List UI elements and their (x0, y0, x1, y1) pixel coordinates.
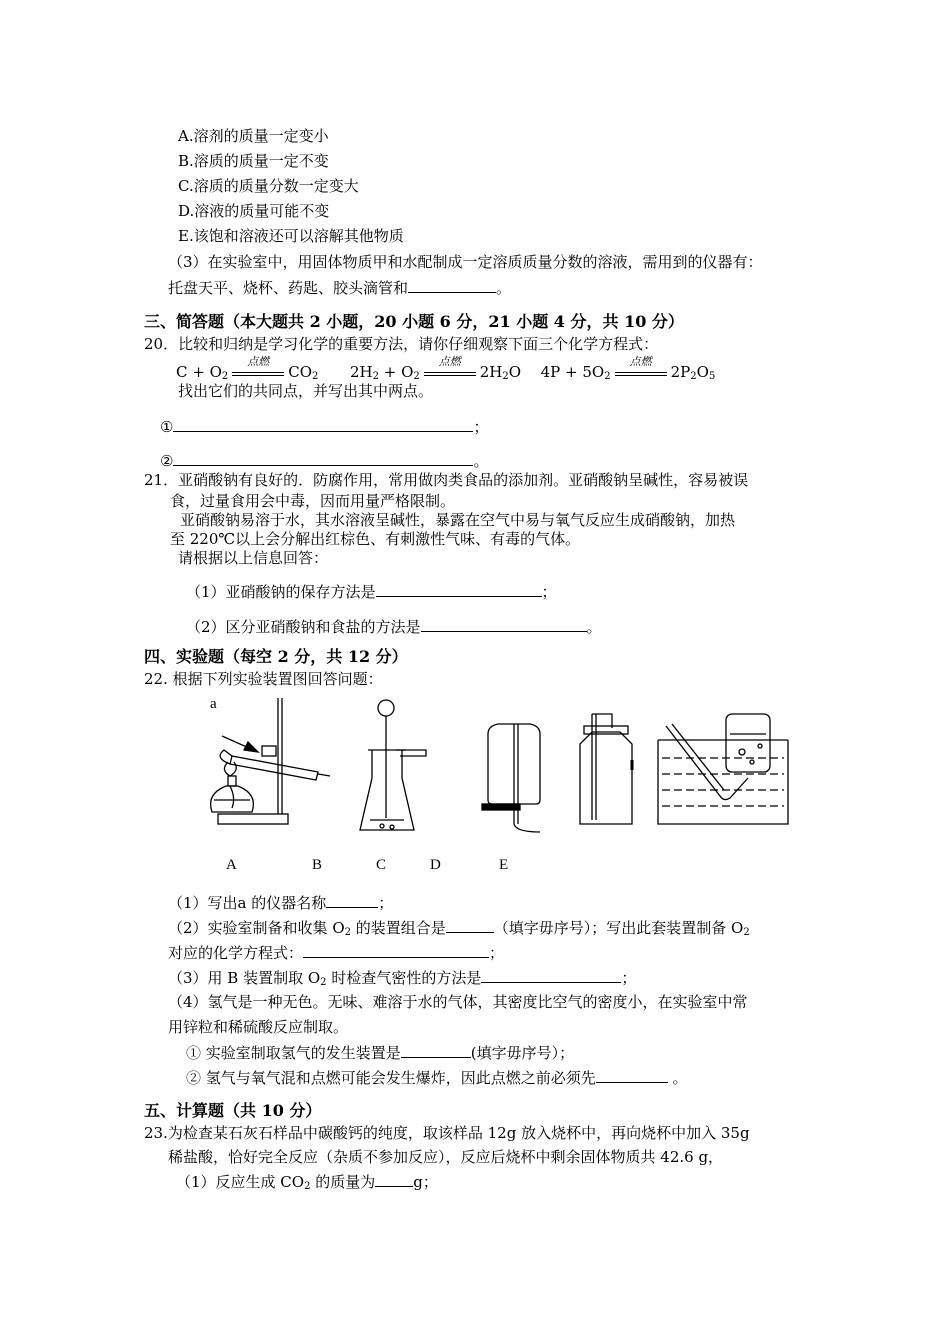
reaction-arrow: 点燃 (615, 364, 667, 382)
q22-p2: （2）实验室制备和收集 $O_2$ 的装置组合是 （填字毋序号）；写出此套装置制备 $O_2$ (168, 919, 750, 938)
section-4-heading: 四、实验题（每空 2 分，共 12 分） (144, 647, 408, 666)
answer-blank[interactable] (446, 917, 494, 933)
apparatus-d (580, 714, 632, 824)
answer-blank[interactable] (173, 416, 473, 432)
section-5-heading: 五、计算题（共 10 分） (144, 1101, 322, 1120)
label-apparatus-b: B (312, 857, 323, 873)
q22-p4-line2: 用锌粒和稀硫酸反应制取。 (168, 1018, 349, 1036)
label-a: a (210, 696, 217, 712)
q19-3-line2: 托盘天平、烧杯、药匙、胶头滴管和 。 (168, 279, 512, 297)
answer-blank[interactable] (173, 450, 473, 466)
section-3-heading: 三、简答题（本大题共 2 小题，20 小题 6 分，21 小题 4 分，共 10 分） (144, 312, 684, 331)
answer-blank[interactable] (401, 1042, 471, 1058)
q22-p4-item2: ② 氢气与氧气混和点燃可能会发生爆炸，因此点燃之前必须先 。 (186, 1069, 688, 1087)
label-apparatus-e: E (499, 857, 509, 873)
q21-line5: 请根据以上信息回答： (178, 549, 329, 567)
q22-p4-item1: ① 实验室制取氢气的发生装置是 (填字毋序号）； (186, 1044, 575, 1062)
answer-blank[interactable] (375, 1171, 413, 1187)
q20-ask: 找出它们的共同点，并写出其中两点。 (178, 382, 434, 400)
reaction-arrow: 点燃 (424, 364, 476, 382)
q19-3-line1: （3）在实验室中，用固体物质甲和水配制成一定溶质质量分数的溶液，需用到的仪器有： (168, 253, 763, 271)
q21-line3: 亚硝酸钠易溶于水，其水溶液呈碱性，暴露在空气中易与氧气反应生成硝酸钠，加热 (180, 511, 736, 529)
q23-sub1: （1）反应生成 $CO_2$ 的质量为 g； (176, 1173, 438, 1192)
label-apparatus-c: C (376, 857, 387, 873)
q21-line4: 至 220℃以上会分解出红棕色、有刺激性气味、有毒的气体。 (170, 530, 581, 548)
q20-answer-2: ② 。 (160, 452, 489, 470)
answer-blank[interactable] (481, 967, 621, 983)
apparatus-c (482, 724, 540, 832)
q23-line2: 稀盐酸，恰好完全反应（杂质不参加反应），反应后烧杯中剩余固体物质共 42.6 g， (168, 1148, 724, 1166)
q22-intro: 22. 根据下列实验装置图回答问题： (144, 670, 383, 688)
q21-line2: 食，过量食用会中毒，因而用量严格限制。 (170, 492, 456, 510)
apparatus-a (211, 698, 330, 824)
q21-sub1: （1）亚硝酸钠的保存方法是 ； (186, 583, 557, 601)
q23-line1: 23.为检查某石灰石样品中碳酸钙的纯度，取该样品 12g 放入烧杯中，再向烧杯中加入 35g (144, 1124, 750, 1142)
answer-blank[interactable] (596, 1067, 668, 1083)
answer-blank[interactable] (303, 942, 489, 958)
option-a: A.溶剂的质量一定变小 (178, 127, 329, 145)
q20-equations: $C + O_2$ 点燃 $CO_2$ $2H_2 + O_2$ 点燃 $2H_2O$ $4P + 5O_2$ 点燃 $2P_2O_5$ (176, 355, 716, 382)
label-apparatus-d: D (430, 857, 441, 873)
label-apparatus-a: A (226, 857, 237, 873)
apparatus-e (658, 714, 788, 824)
q22-p4-line1: （4）氢气是一种无色。无味、难溶于水的气体，其密度比空气的密度小，在实验室中常 (168, 993, 748, 1011)
q21-sub2: （2）区分亚硝酸钠和食盐的方法是 。 (186, 618, 602, 636)
answer-blank[interactable] (376, 581, 542, 597)
option-e: E.该饱和溶液还可以溶解其他物质 (178, 227, 404, 245)
apparatus-figure (200, 690, 800, 840)
option-b: B.溶质的质量一定不变 (178, 152, 329, 170)
q22-p3: （3）用 B 装置制取 $O_2$ 时检查气密性的方法是 ； (168, 969, 637, 988)
answer-blank[interactable] (408, 277, 496, 293)
answer-blank[interactable] (421, 616, 587, 632)
option-c: C.溶质的质量分数一定变大 (178, 177, 359, 195)
reaction-arrow: 点燃 (232, 364, 284, 382)
q20-intro: 20．比较和归纳是学习化学的重要方法，请你仔细观察下面三个化学方程式： (144, 335, 659, 353)
q20-answer-1: ① ； (160, 418, 489, 436)
q22-p2-line2: 对应的化学方程式： ； (168, 944, 505, 962)
answer-blank[interactable] (326, 892, 378, 908)
q22-p1: （1）写出a 的仪器名称 ； (168, 894, 394, 912)
option-d: D.溶液的质量可能不变 (178, 202, 330, 220)
apparatus-b (360, 700, 426, 830)
q21-line1: 21．亚硝酸钠有良好的．防腐作用，常用做肉类食品的添加剂。亚硝酸钠呈碱性，容易被误 (144, 471, 749, 489)
